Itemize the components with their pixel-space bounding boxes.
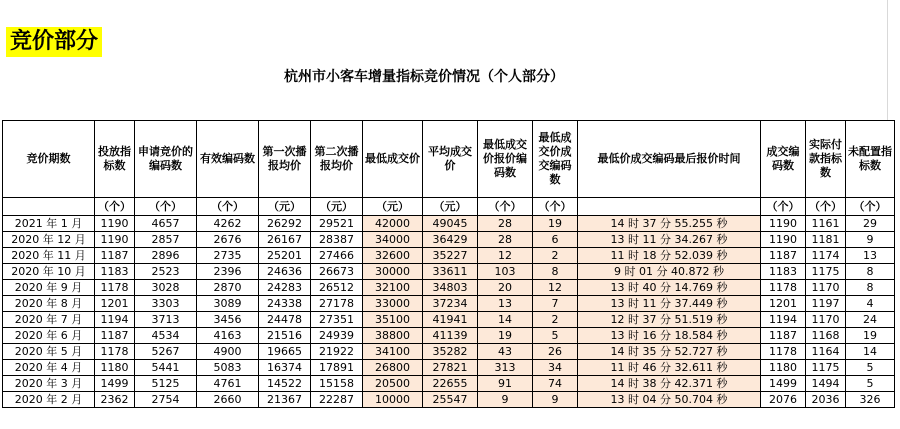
- table-cell: 12 时 37 分 51.519 秒: [578, 312, 761, 328]
- table-cell: 2523: [135, 264, 197, 280]
- table-cell: 3713: [135, 312, 197, 328]
- table-cell: 2036: [806, 392, 846, 408]
- unit-cell: （元）: [363, 198, 423, 216]
- table-cell: 29521: [311, 216, 363, 232]
- table-cell: 14 时 38 分 42.371 秒: [578, 376, 761, 392]
- table-cell: 1178: [95, 344, 135, 360]
- header-cell: 最低价成交编码最后报价时间: [578, 121, 761, 198]
- table-cell: 2362: [95, 392, 135, 408]
- table-cell: 14522: [259, 376, 311, 392]
- table-cell: 22287: [311, 392, 363, 408]
- bidding-table: [2, 120, 895, 408]
- table-cell: 5267: [135, 344, 197, 360]
- table-cell: 6: [533, 232, 578, 248]
- table-cell: 26292: [259, 216, 311, 232]
- table-cell: 35227: [423, 248, 478, 264]
- table-cell: 25547: [423, 392, 478, 408]
- table-cell: 35100: [363, 312, 423, 328]
- table-cell: 21922: [311, 344, 363, 360]
- header-cell: 实际付款指标数: [806, 121, 846, 198]
- table-cell: 19: [533, 216, 578, 232]
- header-cell: 最低成交价报价编码数: [478, 121, 533, 198]
- table-cell: 34803: [423, 280, 478, 296]
- unit-cell: [3, 198, 95, 216]
- table-title: 杭州市小客车增量指标竞价情况（个人部分）: [284, 69, 564, 85]
- table-cell: 29: [846, 216, 895, 232]
- table-cell: 24283: [259, 280, 311, 296]
- table-cell: 9: [533, 392, 578, 408]
- table-cell: 2870: [197, 280, 259, 296]
- table-cell: 103: [478, 264, 533, 280]
- table-cell: 14: [846, 344, 895, 360]
- table-cell: 20: [478, 280, 533, 296]
- table-cell: 3028: [135, 280, 197, 296]
- table-cell: 4: [846, 296, 895, 312]
- table-cell: 1187: [761, 328, 806, 344]
- table-cell: 8: [846, 264, 895, 280]
- table-cell: 4761: [197, 376, 259, 392]
- table-cell: 4163: [197, 328, 259, 344]
- table-cell: 33000: [363, 296, 423, 312]
- table-cell: 2396: [197, 264, 259, 280]
- table-cell: 19: [846, 328, 895, 344]
- table-cell: 28: [478, 232, 533, 248]
- table-cell: 5: [846, 360, 895, 376]
- period-cell: 2020 年 10 月: [3, 264, 95, 280]
- unit-cell: （个）: [533, 198, 578, 216]
- table-cell: 24939: [311, 328, 363, 344]
- table-cell: 12: [478, 248, 533, 264]
- table-cell: 1201: [95, 296, 135, 312]
- table-cell: 28: [478, 216, 533, 232]
- table-cell: 27178: [311, 296, 363, 312]
- unit-cell: （个）: [846, 198, 895, 216]
- table-row: [3, 392, 895, 408]
- table-cell: 43: [478, 344, 533, 360]
- unit-cell: （个）: [135, 198, 197, 216]
- table-cell: 2: [533, 248, 578, 264]
- unit-cell: （元）: [423, 198, 478, 216]
- period-cell: 2020 年 12 月: [3, 232, 95, 248]
- table-cell: 5083: [197, 360, 259, 376]
- table-cell: 1183: [95, 264, 135, 280]
- table-row: [3, 328, 895, 344]
- period-cell: 2020 年 4 月: [3, 360, 95, 376]
- table-cell: 1174: [806, 248, 846, 264]
- table-cell: 10000: [363, 392, 423, 408]
- table-cell: 2754: [135, 392, 197, 408]
- table-cell: 1161: [806, 216, 846, 232]
- table-cell: 41941: [423, 312, 478, 328]
- header-cell: 最低成交价: [363, 121, 423, 198]
- table-cell: 32100: [363, 280, 423, 296]
- table-cell: 2076: [761, 392, 806, 408]
- table-cell: 13: [846, 248, 895, 264]
- table-cell: 2857: [135, 232, 197, 248]
- table-cell: 9: [478, 392, 533, 408]
- table-row: [3, 296, 895, 312]
- table-cell: 3456: [197, 312, 259, 328]
- period-cell: 2020 年 2 月: [3, 392, 95, 408]
- table-cell: 27821: [423, 360, 478, 376]
- table-cell: 1499: [95, 376, 135, 392]
- table-cell: 1180: [761, 360, 806, 376]
- table-cell: 27351: [311, 312, 363, 328]
- header-cell: 有效编码数: [197, 121, 259, 198]
- table-cell: 1190: [761, 216, 806, 232]
- table-cell: 5441: [135, 360, 197, 376]
- period-cell: 2020 年 8 月: [3, 296, 95, 312]
- table-row: [3, 216, 895, 232]
- table-cell: 5125: [135, 376, 197, 392]
- table-cell: 13 时 11 分 34.267 秒: [578, 232, 761, 248]
- table-cell: 2676: [197, 232, 259, 248]
- table-cell: 8: [846, 280, 895, 296]
- header-cell: 成交编码数: [761, 121, 806, 198]
- sheet-gridline: [887, 0, 888, 120]
- table-cell: 1190: [761, 232, 806, 248]
- period-cell: 2020 年 11 月: [3, 248, 95, 264]
- table-row: [3, 376, 895, 392]
- table-cell: 41139: [423, 328, 478, 344]
- header-cell: 未配置指标数: [846, 121, 895, 198]
- header-cell: 第二次播报均价: [311, 121, 363, 198]
- table-cell: 14 时 37 分 55.255 秒: [578, 216, 761, 232]
- period-cell: 2020 年 6 月: [3, 328, 95, 344]
- table-row: [3, 344, 895, 360]
- table-cell: 1168: [806, 328, 846, 344]
- period-cell: 2020 年 7 月: [3, 312, 95, 328]
- table-cell: 1190: [95, 232, 135, 248]
- unit-cell: （个）: [95, 198, 135, 216]
- table-cell: 1194: [95, 312, 135, 328]
- table-cell: 4900: [197, 344, 259, 360]
- table-cell: 16374: [259, 360, 311, 376]
- table-cell: 1187: [761, 248, 806, 264]
- table-cell: 1201: [761, 296, 806, 312]
- table-cell: 19665: [259, 344, 311, 360]
- table-cell: 5: [533, 328, 578, 344]
- table-row: [3, 312, 895, 328]
- table-cell: 326: [846, 392, 895, 408]
- table-cell: 313: [478, 360, 533, 376]
- table-cell: 1183: [761, 264, 806, 280]
- table-cell: 13 时 16 分 18.584 秒: [578, 328, 761, 344]
- table-cell: 1194: [761, 312, 806, 328]
- table-cell: 2: [533, 312, 578, 328]
- table-row: [3, 248, 895, 264]
- table-cell: 11 时 46 分 32.611 秒: [578, 360, 761, 376]
- table-row: [3, 264, 895, 280]
- table-cell: 13 时 04 分 50.704 秒: [578, 392, 761, 408]
- table-cell: 21516: [259, 328, 311, 344]
- table-cell: 13: [478, 296, 533, 312]
- period-cell: 2021 年 1 月: [3, 216, 95, 232]
- table-cell: 26673: [311, 264, 363, 280]
- table-cell: 13 时 11 分 37.449 秒: [578, 296, 761, 312]
- table-cell: 8: [533, 264, 578, 280]
- table-cell: 34100: [363, 344, 423, 360]
- period-cell: 2020 年 3 月: [3, 376, 95, 392]
- unit-cell: （个）: [478, 198, 533, 216]
- unit-cell: （个）: [806, 198, 846, 216]
- table-cell: 26800: [363, 360, 423, 376]
- section-label: 竞价部分: [6, 27, 102, 57]
- table-cell: 7: [533, 296, 578, 312]
- table-cell: 4262: [197, 216, 259, 232]
- header-cell: 第一次播报均价: [259, 121, 311, 198]
- table-cell: 1175: [806, 264, 846, 280]
- table-cell: 24: [846, 312, 895, 328]
- table-cell: 22655: [423, 376, 478, 392]
- table-row: [3, 280, 895, 296]
- header-cell: 竞价期数: [3, 121, 95, 198]
- header-cell: 最低成交价成交编码数: [533, 121, 578, 198]
- header-cell: 平均成交价: [423, 121, 478, 198]
- unit-cell: （元）: [259, 198, 311, 216]
- table-cell: 1178: [761, 344, 806, 360]
- table-cell: 38800: [363, 328, 423, 344]
- table-cell: 1170: [806, 312, 846, 328]
- table-cell: 1499: [761, 376, 806, 392]
- table-cell: 2660: [197, 392, 259, 408]
- unit-cell: （元）: [311, 198, 363, 216]
- unit-cell: （个）: [761, 198, 806, 216]
- table-cell: 1164: [806, 344, 846, 360]
- table-row: [3, 232, 895, 248]
- header-cell: 申请竞价的编码数: [135, 121, 197, 198]
- table-cell: 2896: [135, 248, 197, 264]
- period-cell: 2020 年 5 月: [3, 344, 95, 360]
- table-body: [3, 216, 895, 408]
- table-cell: 1178: [761, 280, 806, 296]
- table-cell: 34000: [363, 232, 423, 248]
- table-cell: 13 时 40 分 14.769 秒: [578, 280, 761, 296]
- table-cell: 15158: [311, 376, 363, 392]
- table-cell: 26167: [259, 232, 311, 248]
- header-cell: 投放指标数: [95, 121, 135, 198]
- table-cell: 1178: [95, 280, 135, 296]
- table-cell: 4657: [135, 216, 197, 232]
- table-cell: 20500: [363, 376, 423, 392]
- table-cell: 35282: [423, 344, 478, 360]
- table-cell: 24478: [259, 312, 311, 328]
- table-cell: 26: [533, 344, 578, 360]
- table-cell: 9: [846, 232, 895, 248]
- table-cell: 32600: [363, 248, 423, 264]
- table-cell: 36429: [423, 232, 478, 248]
- table-cell: 11 时 18 分 52.039 秒: [578, 248, 761, 264]
- table-cell: 49045: [423, 216, 478, 232]
- table-cell: 28387: [311, 232, 363, 248]
- table-cell: 1187: [95, 328, 135, 344]
- table-cell: 74: [533, 376, 578, 392]
- unit-cell: （个）: [197, 198, 259, 216]
- table-cell: 37234: [423, 296, 478, 312]
- table-cell: 34: [533, 360, 578, 376]
- table-cell: 25201: [259, 248, 311, 264]
- table-cell: 3303: [135, 296, 197, 312]
- table-cell: 30000: [363, 264, 423, 280]
- table-cell: 24338: [259, 296, 311, 312]
- table-cell: 1187: [95, 248, 135, 264]
- table-cell: 9 时 01 分 40.872 秒: [578, 264, 761, 280]
- table-cell: 24636: [259, 264, 311, 280]
- table-row: [3, 360, 895, 376]
- table-cell: 19: [478, 328, 533, 344]
- table-cell: 1197: [806, 296, 846, 312]
- table-cell: 91: [478, 376, 533, 392]
- table-cell: 14: [478, 312, 533, 328]
- table-cell: 1494: [806, 376, 846, 392]
- table-cell: 1181: [806, 232, 846, 248]
- table-cell: 27466: [311, 248, 363, 264]
- header-row: [3, 121, 895, 198]
- table-cell: 21367: [259, 392, 311, 408]
- table-cell: 1190: [95, 216, 135, 232]
- table-cell: 42000: [363, 216, 423, 232]
- table-cell: 2735: [197, 248, 259, 264]
- units-row: [3, 198, 895, 216]
- unit-cell: [578, 198, 761, 216]
- table-cell: 1170: [806, 280, 846, 296]
- table-cell: 3089: [197, 296, 259, 312]
- table-cell: 33611: [423, 264, 478, 280]
- table-cell: 17891: [311, 360, 363, 376]
- table-cell: 12: [533, 280, 578, 296]
- table-cell: 14 时 35 分 52.727 秒: [578, 344, 761, 360]
- table-cell: 1175: [806, 360, 846, 376]
- table-cell: 4534: [135, 328, 197, 344]
- period-cell: 2020 年 9 月: [3, 280, 95, 296]
- table-cell: 26512: [311, 280, 363, 296]
- table-cell: 5: [846, 376, 895, 392]
- table-cell: 1180: [95, 360, 135, 376]
